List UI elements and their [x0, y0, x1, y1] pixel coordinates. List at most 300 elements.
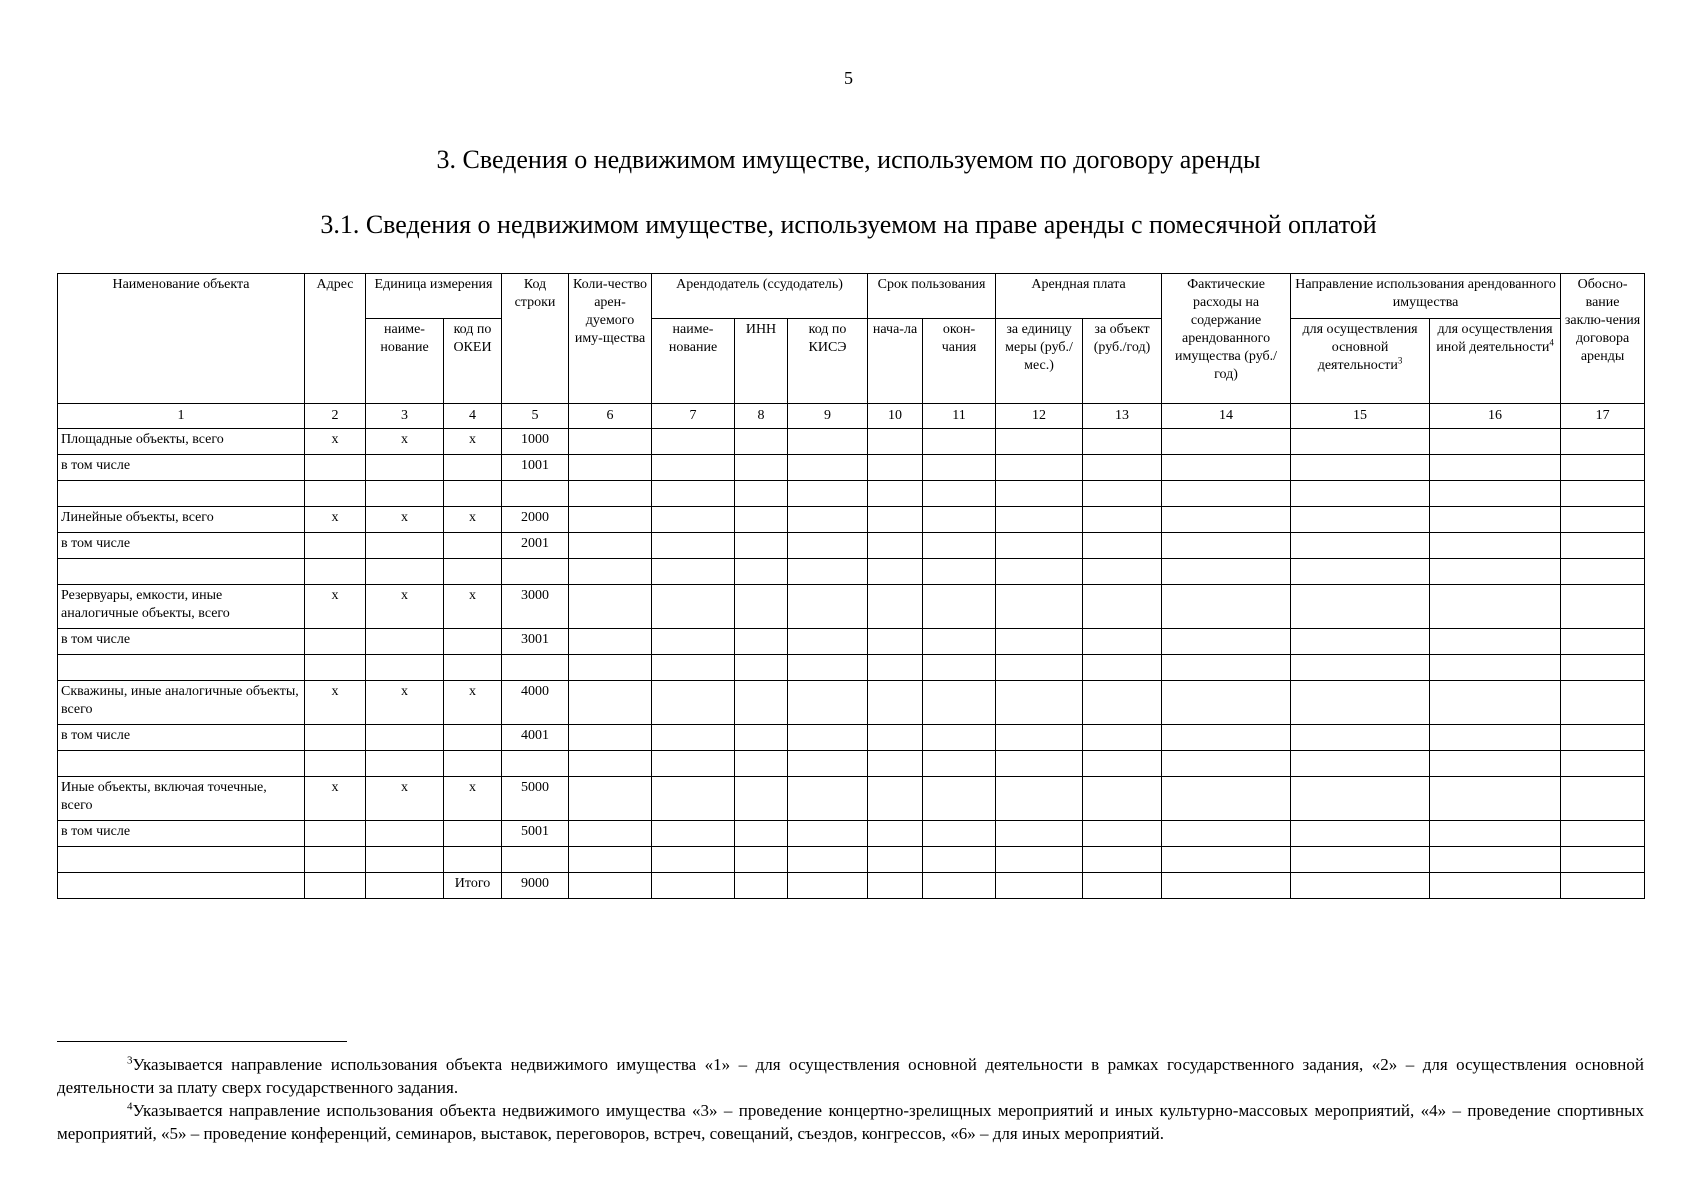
table-row	[58, 821, 1645, 847]
cell-name	[58, 873, 305, 899]
cell-name: Линейные объекты, всего	[58, 507, 305, 533]
cell-okei: х	[444, 585, 502, 629]
cell-empty[interactable]	[1083, 751, 1162, 777]
cell-empty[interactable]	[569, 429, 652, 455]
cell-empty[interactable]	[788, 481, 868, 507]
cell-empty[interactable]	[1162, 873, 1291, 899]
header-direction: Направление использования арендованного имущества	[1291, 274, 1561, 319]
cell-empty[interactable]	[868, 873, 923, 899]
cell-empty[interactable]	[996, 629, 1083, 655]
cell-empty[interactable]	[1291, 629, 1430, 655]
cell-empty[interactable]	[1430, 429, 1561, 455]
cell-empty[interactable]	[1561, 429, 1645, 455]
cell-empty[interactable]	[1162, 725, 1291, 751]
cell-empty[interactable]	[1430, 847, 1561, 873]
cell-address	[305, 455, 366, 481]
cell-okei	[444, 821, 502, 847]
cell-empty[interactable]	[996, 429, 1083, 455]
table-row	[58, 847, 1645, 873]
cell-empty[interactable]	[1083, 655, 1162, 681]
cell-empty[interactable]	[569, 751, 652, 777]
cell-name: Резервуары, емкости, иные аналогичные объекты, всего	[58, 585, 305, 629]
cell-empty[interactable]	[788, 429, 868, 455]
cell-empty[interactable]	[996, 777, 1083, 821]
cell-empty[interactable]	[996, 507, 1083, 533]
header-term-end: окон-чания	[923, 319, 996, 404]
cell-empty[interactable]	[923, 455, 996, 481]
cell-empty[interactable]	[923, 681, 996, 725]
cell-empty[interactable]	[923, 559, 996, 585]
cell-empty[interactable]	[1291, 559, 1430, 585]
header-rent: Арендная плата	[996, 274, 1162, 319]
cell-empty[interactable]	[735, 481, 788, 507]
cell-name: в том числе	[58, 455, 305, 481]
lease-property-table	[57, 273, 1645, 899]
cell-empty[interactable]	[996, 847, 1083, 873]
cell-empty[interactable]	[996, 559, 1083, 585]
cell-empty[interactable]	[735, 777, 788, 821]
cell-empty[interactable]	[1083, 559, 1162, 585]
cell-empty[interactable]	[996, 873, 1083, 899]
cell-unit-name	[366, 821, 444, 847]
column-number: 14	[1162, 404, 1291, 429]
cell-empty[interactable]	[735, 585, 788, 629]
cell-empty[interactable]	[1561, 751, 1645, 777]
cell-empty[interactable]	[1083, 481, 1162, 507]
cell-address	[305, 481, 366, 507]
cell-empty[interactable]	[788, 559, 868, 585]
header-row-code: Код строки	[502, 274, 569, 404]
cell-empty[interactable]	[923, 507, 996, 533]
cell-okei	[444, 629, 502, 655]
cell-empty[interactable]	[868, 507, 923, 533]
cell-okei	[444, 751, 502, 777]
footnotes	[57, 1053, 1644, 1145]
cell-empty[interactable]	[735, 629, 788, 655]
cell-empty[interactable]	[996, 455, 1083, 481]
cell-empty[interactable]	[788, 455, 868, 481]
cell-empty[interactable]	[735, 681, 788, 725]
cell-empty[interactable]	[1162, 481, 1291, 507]
cell-empty[interactable]	[569, 821, 652, 847]
cell-empty[interactable]	[1083, 507, 1162, 533]
cell-unit-name	[366, 533, 444, 559]
cell-empty[interactable]	[569, 681, 652, 725]
cell-empty[interactable]	[1291, 751, 1430, 777]
cell-name	[58, 847, 305, 873]
cell-empty[interactable]	[1430, 777, 1561, 821]
cell-empty[interactable]	[1430, 821, 1561, 847]
table-row	[58, 777, 1645, 821]
cell-empty[interactable]	[1083, 681, 1162, 725]
cell-empty[interactable]	[1162, 821, 1291, 847]
cell-empty[interactable]	[923, 847, 996, 873]
cell-name: в том числе	[58, 629, 305, 655]
section-title: 3. Сведения о недвижимом имуществе, используемом по договору аренды	[436, 145, 1261, 174]
cell-okei: х	[444, 681, 502, 725]
column-number: 6	[569, 404, 652, 429]
cell-empty[interactable]	[868, 429, 923, 455]
cell-empty[interactable]	[996, 481, 1083, 507]
cell-empty[interactable]	[1291, 429, 1430, 455]
cell-empty[interactable]	[1291, 481, 1430, 507]
cell-empty[interactable]	[1430, 507, 1561, 533]
cell-empty[interactable]	[1162, 777, 1291, 821]
cell-empty[interactable]	[735, 751, 788, 777]
cell-address	[305, 847, 366, 873]
cell-code: 4000	[502, 681, 569, 725]
cell-empty[interactable]	[996, 533, 1083, 559]
cell-empty[interactable]	[1162, 655, 1291, 681]
cell-empty[interactable]	[788, 777, 868, 821]
cell-empty[interactable]	[1083, 629, 1162, 655]
cell-okei	[444, 533, 502, 559]
cell-empty[interactable]	[652, 777, 735, 821]
cell-address	[305, 655, 366, 681]
header-unit-okei: код по ОКЕИ	[444, 319, 502, 404]
cell-empty[interactable]	[923, 725, 996, 751]
cell-empty[interactable]	[1291, 681, 1430, 725]
cell-okei	[444, 559, 502, 585]
cell-empty[interactable]	[569, 481, 652, 507]
cell-empty[interactable]	[735, 559, 788, 585]
cell-empty[interactable]	[1561, 559, 1645, 585]
cell-empty[interactable]	[1162, 585, 1291, 629]
column-number: 9	[788, 404, 868, 429]
cell-name	[58, 751, 305, 777]
cell-okei	[444, 847, 502, 873]
cell-empty[interactable]	[996, 725, 1083, 751]
cell-empty[interactable]	[1291, 533, 1430, 559]
cell-unit-name	[366, 847, 444, 873]
cell-empty[interactable]	[1561, 629, 1645, 655]
cell-empty[interactable]	[652, 725, 735, 751]
cell-code: 5000	[502, 777, 569, 821]
column-number: 11	[923, 404, 996, 429]
cell-address	[305, 559, 366, 585]
cell-address	[305, 533, 366, 559]
cell-empty[interactable]	[868, 681, 923, 725]
cell-empty[interactable]	[1430, 629, 1561, 655]
cell-empty[interactable]	[1430, 585, 1561, 629]
cell-empty[interactable]	[1162, 507, 1291, 533]
cell-empty[interactable]	[788, 681, 868, 725]
cell-unit-name	[366, 873, 444, 899]
cell-empty[interactable]	[788, 655, 868, 681]
column-number: 5	[502, 404, 569, 429]
column-number: 3	[366, 404, 444, 429]
cell-okei	[444, 481, 502, 507]
cell-empty[interactable]	[1083, 725, 1162, 751]
column-number: 10	[868, 404, 923, 429]
cell-okei	[444, 725, 502, 751]
cell-empty[interactable]	[1561, 481, 1645, 507]
cell-unit-name	[366, 655, 444, 681]
cell-empty[interactable]	[1083, 847, 1162, 873]
cell-empty[interactable]	[868, 777, 923, 821]
table-row	[58, 429, 1645, 455]
cell-empty[interactable]	[788, 873, 868, 899]
cell-empty[interactable]	[1561, 681, 1645, 725]
cell-unit-name	[366, 629, 444, 655]
cell-empty[interactable]	[1083, 821, 1162, 847]
cell-empty[interactable]	[996, 751, 1083, 777]
cell-empty[interactable]	[1561, 847, 1645, 873]
cell-empty[interactable]	[652, 629, 735, 655]
header-quantity: Коли-чество арен-дуемого иму-щества	[569, 274, 652, 404]
cell-empty[interactable]	[1162, 533, 1291, 559]
cell-empty[interactable]	[923, 481, 996, 507]
cell-empty[interactable]	[735, 725, 788, 751]
cell-empty[interactable]	[735, 821, 788, 847]
column-number: 2	[305, 404, 366, 429]
cell-code	[502, 559, 569, 585]
cell-empty[interactable]	[923, 655, 996, 681]
cell-empty[interactable]	[652, 559, 735, 585]
cell-empty[interactable]	[652, 847, 735, 873]
cell-empty[interactable]	[868, 655, 923, 681]
cell-empty[interactable]	[569, 873, 652, 899]
cell-empty[interactable]	[735, 429, 788, 455]
cell-empty[interactable]	[788, 533, 868, 559]
footnote	[57, 1099, 1644, 1145]
cell-empty[interactable]	[652, 681, 735, 725]
cell-empty[interactable]	[569, 585, 652, 629]
cell-empty[interactable]	[868, 481, 923, 507]
table-row	[58, 507, 1645, 533]
cell-empty[interactable]	[569, 777, 652, 821]
cell-empty[interactable]	[1430, 559, 1561, 585]
cell-empty[interactable]	[1083, 533, 1162, 559]
header-address: Адрес	[305, 274, 366, 404]
table-row	[58, 655, 1645, 681]
cell-empty[interactable]	[569, 847, 652, 873]
cell-empty[interactable]	[1291, 585, 1430, 629]
cell-empty[interactable]	[652, 751, 735, 777]
cell-empty[interactable]	[735, 873, 788, 899]
header-actual-costs: Фактические расходы на содержание арендованного имущества (руб./год)	[1162, 274, 1291, 404]
footnote-mark: 3	[127, 1054, 133, 1067]
footnote-ref-3: 3	[1397, 355, 1403, 366]
cell-empty[interactable]	[1561, 777, 1645, 821]
header-lessor-kise: код по КИСЭ	[788, 319, 868, 404]
cell-empty[interactable]	[868, 585, 923, 629]
cell-okei: х	[444, 507, 502, 533]
cell-empty[interactable]	[652, 585, 735, 629]
cell-empty[interactable]	[868, 455, 923, 481]
cell-empty[interactable]	[1162, 455, 1291, 481]
cell-empty[interactable]	[569, 533, 652, 559]
cell-empty[interactable]	[1083, 429, 1162, 455]
subsection-title: 3.1. Сведения о недвижимом имуществе, используемом на праве аренды с помесячной оплатой	[320, 210, 1377, 239]
cell-empty[interactable]	[569, 507, 652, 533]
cell-unit-name	[366, 725, 444, 751]
cell-empty[interactable]	[652, 507, 735, 533]
cell-empty[interactable]	[868, 629, 923, 655]
cell-empty[interactable]	[868, 725, 923, 751]
cell-empty[interactable]	[788, 847, 868, 873]
cell-empty[interactable]	[1291, 821, 1430, 847]
column-number: 8	[735, 404, 788, 429]
cell-empty[interactable]	[923, 777, 996, 821]
cell-empty[interactable]	[735, 533, 788, 559]
cell-empty[interactable]	[1430, 751, 1561, 777]
cell-empty[interactable]	[1561, 655, 1645, 681]
footnote-text: Указывается направление использования объекта недвижимого имущества «1» – для осуществления основной деятельности в рамках государственного задания, «2» – для осуществления основной деятельности за плату сверх государственного задания.	[57, 1055, 1644, 1097]
cell-empty[interactable]	[652, 533, 735, 559]
cell-empty[interactable]	[788, 725, 868, 751]
cell-empty[interactable]	[735, 455, 788, 481]
cell-empty[interactable]	[1083, 585, 1162, 629]
column-number: 7	[652, 404, 735, 429]
cell-empty[interactable]	[652, 655, 735, 681]
cell-empty[interactable]	[1561, 821, 1645, 847]
cell-empty[interactable]	[1083, 455, 1162, 481]
cell-empty[interactable]	[1291, 507, 1430, 533]
cell-unit-name	[366, 751, 444, 777]
cell-address: х	[305, 507, 366, 533]
cell-empty[interactable]	[1162, 681, 1291, 725]
cell-empty[interactable]	[1430, 655, 1561, 681]
cell-code: 3000	[502, 585, 569, 629]
table-row	[58, 629, 1645, 655]
footnote-text: Указывается направление использования объекта недвижимого имущества «3» – проведение концертно-зрелищных мероприятий и иных культурно-массовых мероприятий, «4» – проведение спортивных мероприятий, «5» – проведение конференций, семинаров, выставок, переговоров, встреч, совещаний, съездов, конгрессов, «6» – для иных мероприятий.	[57, 1101, 1644, 1143]
cell-empty[interactable]	[569, 559, 652, 585]
header-basis: Обосно-вание заклю-чения договора аренды	[1561, 274, 1645, 404]
cell-empty[interactable]	[1561, 725, 1645, 751]
cell-empty[interactable]	[1162, 429, 1291, 455]
cell-empty[interactable]	[735, 507, 788, 533]
cell-empty[interactable]	[1430, 873, 1561, 899]
cell-empty[interactable]	[569, 455, 652, 481]
cell-empty[interactable]	[1430, 681, 1561, 725]
page-number: 5	[844, 68, 853, 88]
cell-empty[interactable]	[1561, 585, 1645, 629]
header-unit-name: наиме-нование	[366, 319, 444, 404]
cell-empty[interactable]	[735, 847, 788, 873]
cell-empty[interactable]	[868, 559, 923, 585]
cell-okei	[444, 655, 502, 681]
cell-empty[interactable]	[1561, 533, 1645, 559]
cell-empty[interactable]	[996, 655, 1083, 681]
cell-empty[interactable]	[1162, 559, 1291, 585]
cell-empty[interactable]	[1162, 751, 1291, 777]
cell-empty[interactable]	[923, 429, 996, 455]
cell-empty[interactable]	[923, 629, 996, 655]
cell-code: 4001	[502, 725, 569, 751]
cell-empty[interactable]	[868, 533, 923, 559]
cell-empty[interactable]	[1430, 533, 1561, 559]
cell-empty[interactable]	[1083, 777, 1162, 821]
cell-unit-name: х	[366, 507, 444, 533]
cell-empty[interactable]	[652, 481, 735, 507]
cell-empty[interactable]	[788, 821, 868, 847]
cell-empty[interactable]	[1291, 655, 1430, 681]
cell-empty[interactable]	[1291, 725, 1430, 751]
cell-empty[interactable]	[569, 655, 652, 681]
cell-empty[interactable]	[923, 751, 996, 777]
cell-code: 5001	[502, 821, 569, 847]
table-row	[58, 873, 1645, 899]
footnote-ref-4: 4	[1549, 337, 1554, 348]
column-number-row	[58, 404, 1645, 429]
cell-empty[interactable]	[652, 455, 735, 481]
header-row-1	[58, 274, 1645, 319]
cell-empty[interactable]	[868, 821, 923, 847]
cell-empty[interactable]	[923, 873, 996, 899]
table-row	[58, 751, 1645, 777]
cell-empty[interactable]	[923, 533, 996, 559]
table-row	[58, 725, 1645, 751]
table-row	[58, 481, 1645, 507]
header-name: Наименование объекта	[58, 274, 305, 404]
cell-empty[interactable]	[652, 429, 735, 455]
cell-empty[interactable]	[923, 585, 996, 629]
cell-empty[interactable]	[1430, 455, 1561, 481]
column-number: 17	[1561, 404, 1645, 429]
cell-code	[502, 751, 569, 777]
cell-empty[interactable]	[1561, 507, 1645, 533]
cell-empty[interactable]	[1291, 455, 1430, 481]
cell-empty[interactable]	[868, 847, 923, 873]
cell-empty[interactable]	[996, 585, 1083, 629]
header-direction-other	[1430, 319, 1561, 404]
cell-empty[interactable]	[1561, 455, 1645, 481]
cell-empty[interactable]	[1561, 873, 1645, 899]
cell-empty[interactable]	[996, 821, 1083, 847]
cell-empty[interactable]	[652, 821, 735, 847]
cell-empty[interactable]	[788, 585, 868, 629]
cell-empty[interactable]	[1083, 873, 1162, 899]
cell-empty[interactable]	[788, 629, 868, 655]
cell-empty[interactable]	[923, 821, 996, 847]
cell-unit-name: х	[366, 777, 444, 821]
cell-code: 1000	[502, 429, 569, 455]
header-unit: Единица измерения	[366, 274, 502, 319]
cell-empty[interactable]	[1291, 847, 1430, 873]
cell-okei: Итого	[444, 873, 502, 899]
header-rent-unit: за единицу меры (руб./мес.)	[996, 319, 1083, 404]
cell-okei: х	[444, 777, 502, 821]
cell-empty[interactable]	[996, 681, 1083, 725]
cell-empty[interactable]	[788, 751, 868, 777]
cell-empty[interactable]	[652, 873, 735, 899]
cell-empty[interactable]	[1162, 847, 1291, 873]
cell-empty[interactable]	[1162, 629, 1291, 655]
cell-empty[interactable]	[788, 507, 868, 533]
cell-address: х	[305, 429, 366, 455]
cell-unit-name	[366, 481, 444, 507]
cell-empty[interactable]	[569, 629, 652, 655]
cell-name	[58, 481, 305, 507]
cell-address	[305, 821, 366, 847]
header-term: Срок пользования	[868, 274, 996, 319]
table-row	[58, 455, 1645, 481]
cell-empty[interactable]	[1291, 777, 1430, 821]
cell-code: 2001	[502, 533, 569, 559]
cell-code: 3001	[502, 629, 569, 655]
cell-empty[interactable]	[1291, 873, 1430, 899]
cell-unit-name	[366, 559, 444, 585]
cell-empty[interactable]	[569, 725, 652, 751]
cell-empty[interactable]	[1430, 481, 1561, 507]
cell-code: 2000	[502, 507, 569, 533]
cell-empty[interactable]	[868, 751, 923, 777]
footnote-mark: 4	[127, 1100, 133, 1113]
cell-empty[interactable]	[1430, 725, 1561, 751]
header-rent-object: за объект (руб./год)	[1083, 319, 1162, 404]
cell-empty[interactable]	[735, 655, 788, 681]
